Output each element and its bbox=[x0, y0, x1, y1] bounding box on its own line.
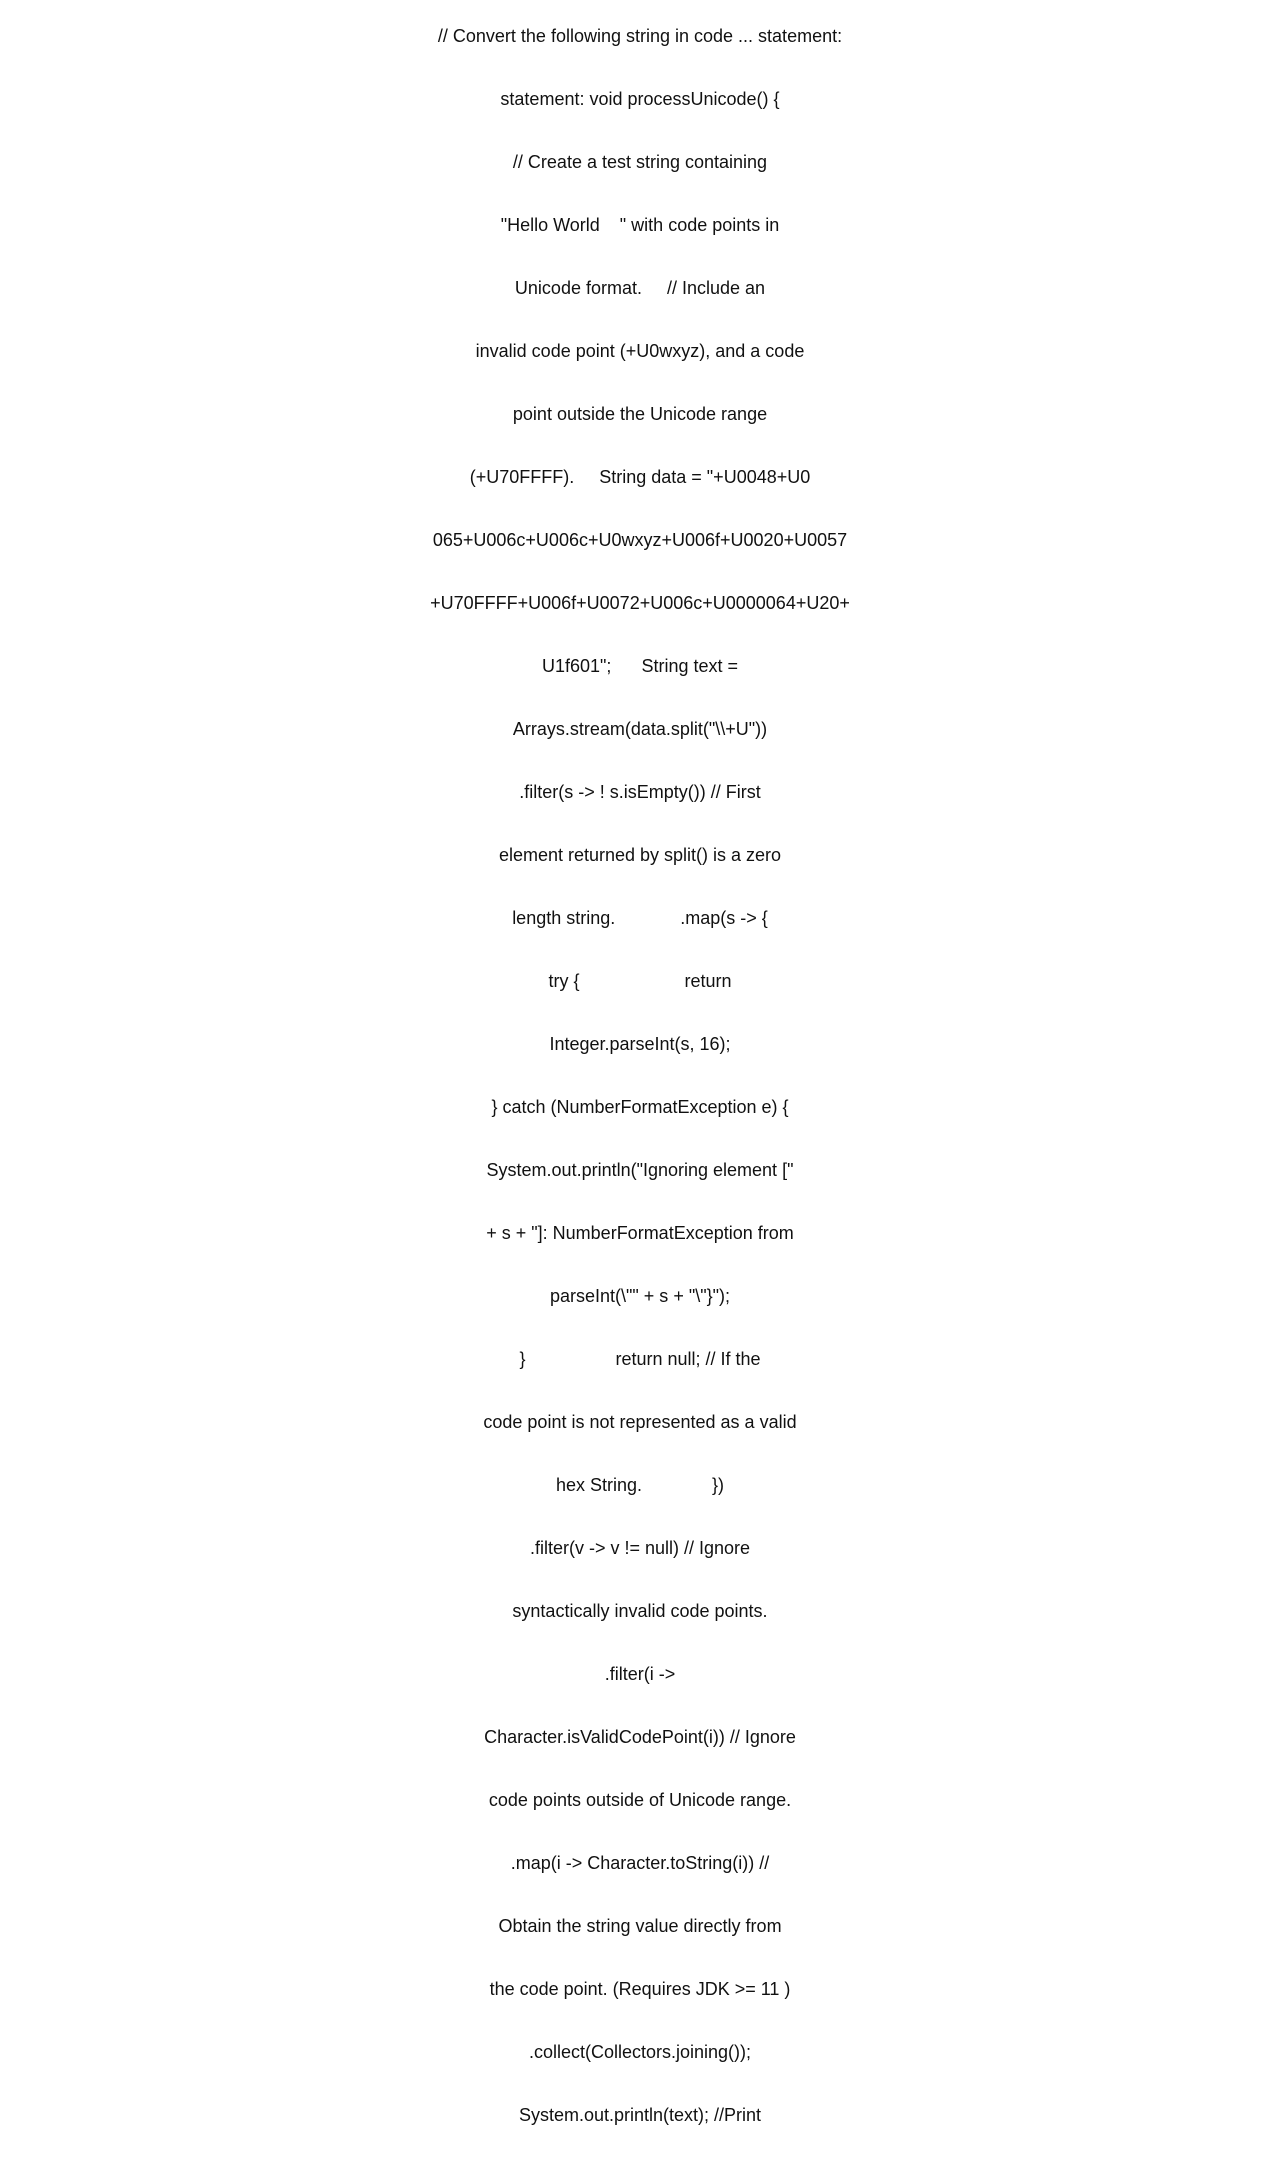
text-line: } catch (NumberFormatException e) { bbox=[491, 1097, 789, 1117]
text-line: try { return bbox=[548, 971, 732, 991]
text-line: .filter(v -> v != null) // Ignore bbox=[529, 1538, 751, 1558]
text-line: "Hello World " with code points in bbox=[500, 215, 780, 235]
text-line: code point is not represented as a valid bbox=[483, 1412, 797, 1432]
text-line: invalid code point (+U0wxyz), and a code bbox=[475, 341, 805, 361]
text-line: .filter(s -> ! s.isEmpty()) // First bbox=[519, 782, 761, 802]
text-line: Unicode format. // Include an bbox=[514, 278, 766, 298]
text-line: parseInt(\"" + s + "\"}"); bbox=[549, 1286, 731, 1306]
text-line: syntactically invalid code points. bbox=[512, 1601, 768, 1621]
text-line: .collect(Collectors.joining()); bbox=[528, 2042, 752, 2062]
text-line: } return null; // If the bbox=[519, 1349, 761, 1369]
text-line: // Convert the following string in code ... statement: bbox=[437, 26, 843, 46]
text-line: Integer.parseInt(s, 16); bbox=[549, 1034, 731, 1054]
text-line: System.out.println("Ignoring element [" bbox=[486, 1160, 794, 1180]
text-line: Character.isValidCodePoint(i)) // Ignore bbox=[484, 1727, 796, 1747]
text-line: Obtain the string value directly from bbox=[498, 1916, 782, 1936]
text-line: Arrays.stream(data.split("\\+U")) bbox=[512, 719, 768, 739]
text-line: (+U70FFFF). String data = "+U0048+U0 bbox=[469, 467, 811, 487]
text-line: // Create a test string containing bbox=[512, 152, 768, 172]
text-line: statement: void processUnicode() { bbox=[500, 89, 780, 109]
text-line: the code point. (Requires JDK >= 11 ) bbox=[489, 1979, 791, 1999]
text-line: length string. .map(s -> { bbox=[512, 908, 768, 928]
text-line: point outside the Unicode range bbox=[512, 404, 768, 424]
text-line: U1f601"; String text = bbox=[542, 656, 738, 676]
text-line: 065+U006c+U006c+U0wxyz+U006f+U0020+U0057 bbox=[432, 530, 848, 550]
text-line: hex String. }) bbox=[555, 1475, 725, 1495]
text-line: + s + "]: NumberFormatException from bbox=[486, 1223, 794, 1243]
text-line: .map(i -> Character.toString(i)) // bbox=[510, 1853, 770, 1873]
text-line: System.out.println(text); //Print bbox=[518, 2105, 762, 2125]
text-line: +U70FFFF+U006f+U0072+U006c+U0000064+U20+ bbox=[430, 593, 850, 613]
text-line: .filter(i -> bbox=[604, 1664, 676, 1684]
text-line: element returned by split() is a zero bbox=[498, 845, 782, 865]
text-line: code points outside of Unicode range. bbox=[488, 1790, 792, 1810]
